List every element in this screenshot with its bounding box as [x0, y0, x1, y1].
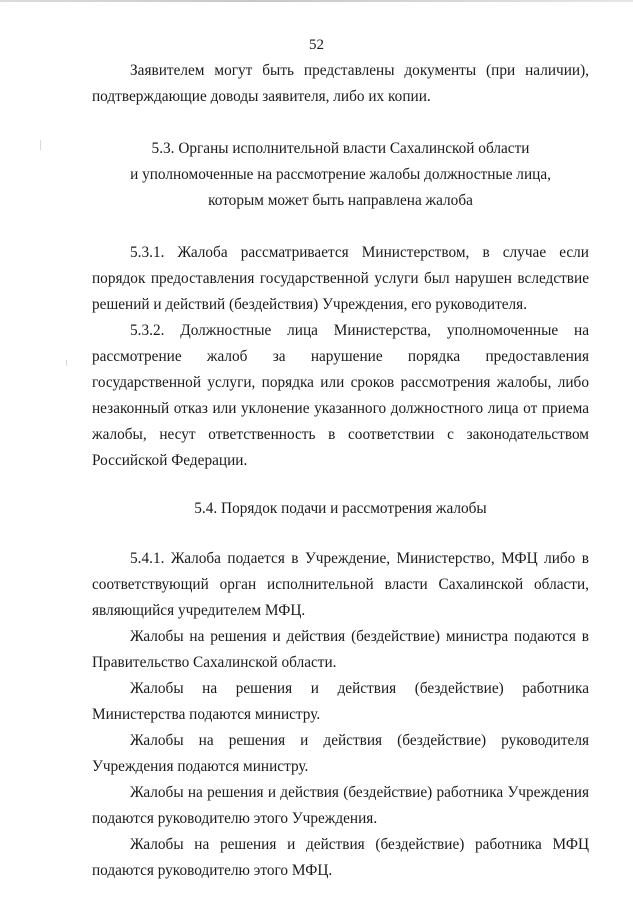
section-5-3-heading-line-2: и уполномоченные на рассмотрение жалобы должностные лица, — [130, 166, 551, 183]
paragraph-complaints-ministry-employee: Жалобы на решения и действия (бездействие) работника Министерства подаются министру. — [92, 680, 589, 723]
section-5-3-heading-line-3: которым может быть направлена жалоба — [208, 192, 473, 209]
paragraph-complaints-minister: Жалобы на решения и действия (бездействие) министра подаются в Правительство Сахалинской области. — [92, 628, 589, 671]
scan-top-edge — [0, 0, 633, 2]
scan-speck — [40, 140, 41, 150]
paragraph-complaints-institution-employee: Жалобы на решения и действия (бездействие) работника Учреждения подаются руководителю этого Учреждения. — [92, 784, 589, 827]
paragraph-complaints-institution-head: Жалобы на решения и действия (бездействие) руководителя Учреждения подаются министру. — [92, 732, 589, 775]
section-5-4-heading: 5.4. Порядок подачи и рассмотрения жалобы — [194, 500, 487, 517]
paragraph-complaints-mfc-employee: Жалобы на решения и действия (бездействие) работника МФЦ подаются руководителю этого МФЦ. — [92, 836, 589, 879]
paragraph-5-4-1: 5.4.1. Жалоба подается в Учреждение, Министерство, МФЦ либо в соответствующий орган исполнительной власти Сахалинской области, являющийся учредителем МФЦ. — [92, 550, 589, 619]
section-5-3-heading-line-1: 5.3. Органы исполнительной власти Сахалинской области — [151, 140, 530, 157]
paragraph-5-3-2: 5.3.2. Должностные лица Министерства, уполномоченные на рассмотрение жалоб за нарушение порядка предоставления государственной услуги, порядка или сроков рассмотрения жалобы, либо незаконный отказ или уклонение указанного должностного лица от приема жалобы, несут ответственность в соответствии с законодательством Российской Федерации. — [92, 322, 589, 469]
scan-speck — [66, 360, 67, 366]
intro-paragraph: Заявителем могут быть представлены документы (при наличии), подтверждающие доводы заявителя, либо их копии. — [92, 62, 589, 105]
page-number: 52 — [309, 37, 324, 53]
document-body — [92, 58, 589, 884]
paragraph-5-3-1: 5.3.1. Жалоба рассматривается Министерством, в случае если порядок предоставления государственной услуги был нарушен вследствие решений и действий (бездействия) Учреждения, его руководителя. — [92, 244, 589, 313]
